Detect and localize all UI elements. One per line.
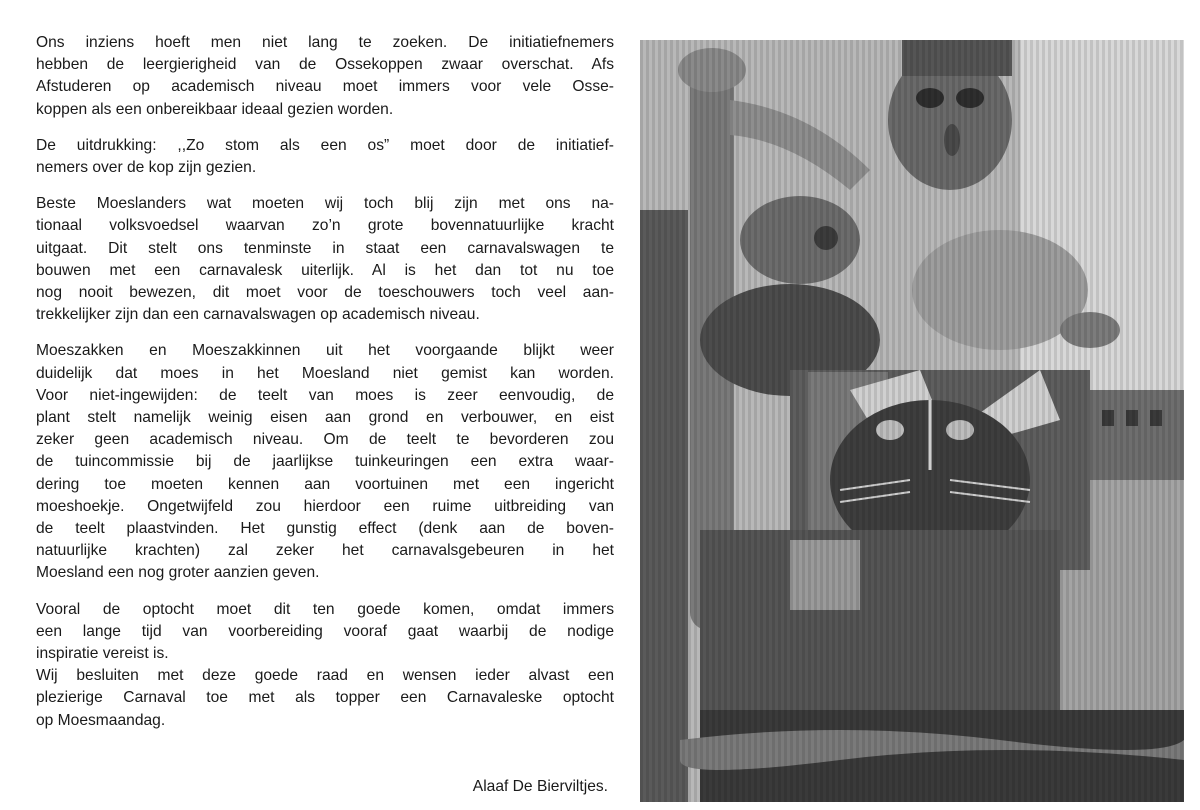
text-line: koppen als een onbereikbaar ideaal gezien worden. (36, 100, 394, 118)
text-line: plant stelt namelijk weinig eisen aan grond en verbouwer, en eist (36, 409, 614, 427)
text-line: Afstuderen op academisch niveau moet immers voor vele Osse- (36, 78, 614, 96)
paragraph-3 (36, 193, 614, 326)
text-line: inspiratie vereist is. (36, 645, 169, 663)
text-line: trekkelijker zijn dan een carnavalswagen op academisch niveau. (36, 306, 480, 324)
text-line: uitgaat. Dit stelt ons tenminste in staat een carnavalswagen te (36, 239, 614, 257)
text-line: zeker geen academisch niveau. Om de teelt te bevorderen zou (36, 431, 614, 449)
text-line: Vooral de optocht moet dit ten goede komen, omdat immers (36, 600, 614, 618)
text-line: Voor niet-ingewijden: de teelt van moes is zeer eenvoudig, de (36, 386, 614, 404)
text-line: De uitdrukking: ,,Zo stom als een os” moet door de initiatief- (36, 136, 614, 154)
text-line: Moesland een nog groter aanzien geven. (36, 564, 320, 582)
text-line: Beste Moeslanders wat moeten wij toch blij zijn met ons na- (36, 195, 614, 213)
text-line: de teelt plaastvinden. Het gunstig effect (denk aan de boven- (36, 520, 614, 538)
text-line: natuurlijke krachten) zal zeker het carnavalsgebeuren in het (36, 542, 614, 560)
text-line: op Moesmaandag. (36, 711, 166, 729)
text-line: nemers over de kop zijn gezien. (36, 159, 257, 177)
text-line: tionaal volksvoedsel waarvan zo’n grote bovennatuurlijke kracht (36, 217, 614, 235)
text-line: dering toe moeten kennen aan voortuinen met een ingericht (36, 475, 614, 493)
text-line: Wij besluiten met deze goede raad en wensen ieder alvast een (36, 667, 614, 685)
paragraph-1 (36, 32, 614, 121)
text-line: bouwen met een carnavalesk uiterlijk. Al is het dan tot nu toe (36, 261, 614, 279)
text-line: Ons inziens hoeft men niet lang te zoeken. De initiatiefnemers (36, 34, 614, 51)
paragraph-4 (36, 340, 614, 584)
text-line: hebben de leergierigheid van de Ossekoppen zwaar overschat. Afs (36, 56, 614, 74)
signature: Alaaf De Bierviltjes. (472, 778, 608, 795)
article-body (36, 32, 614, 746)
text-line: nog nooit bewezen, dit moet voor de toeschouwers toch veel aan- (36, 284, 614, 302)
carnival-float-photo (640, 40, 1184, 802)
paragraph-5 (36, 599, 614, 732)
text-line: een lange tijd van voorbereiding vooraf gaat waarbij de nodige (36, 622, 614, 640)
text-line: Moeszakken en Moeszakkinnen uit het voorgaande blijkt weer (36, 342, 614, 360)
text-line: duidelijk dat moes in het Moesland niet gemist kan worden. (36, 364, 614, 382)
text-line: plezierige Carnaval toe met als topper een Carnavaleske optocht (36, 689, 614, 707)
paragraph-2 (36, 135, 614, 179)
text-line: de tuincommissie bij de jaarlijkse tuinkeuringen een extra waar- (36, 453, 614, 471)
text-line: moeshoekje. Ongetwijfeld zou hierdoor een ruime uitbreiding van (36, 497, 614, 515)
